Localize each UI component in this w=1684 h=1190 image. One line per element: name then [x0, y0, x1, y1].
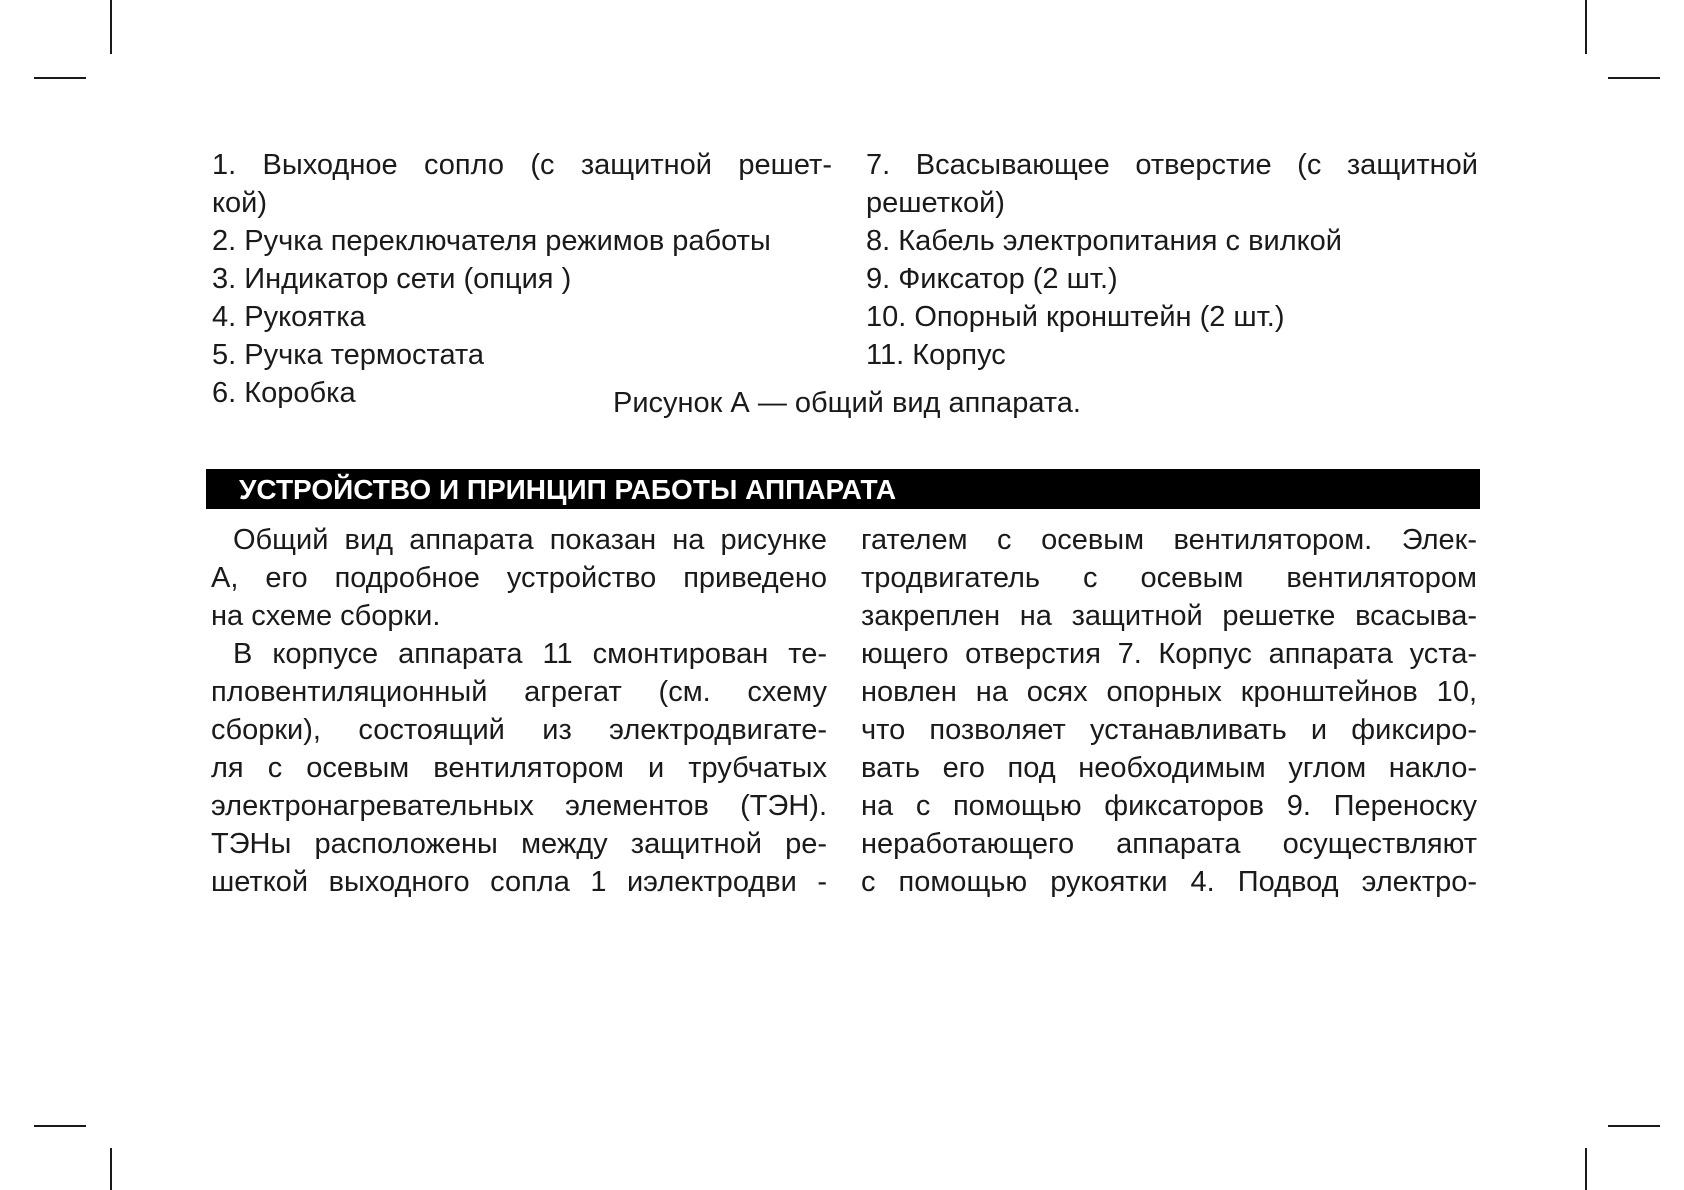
legend-line: 2. Ручка переключателя режимов работы [212, 225, 771, 257]
body-line: электронагревательных элементов (ТЭН). [211, 790, 827, 822]
crop-mark [1608, 1125, 1660, 1127]
section-title: УСТРОЙСТВО И ПРИНЦИП РАБОТЫ АППАРАТА [239, 474, 897, 505]
legend-item-8 [866, 222, 1478, 260]
crop-mark [1585, 1148, 1587, 1190]
body-line: В корпусе аппарата 11 смонтирован те- [233, 638, 827, 670]
legend-line: 1. Выходное сопло (с защитной решет- [212, 149, 832, 181]
legend-line: решеткой) [866, 187, 1005, 219]
body-line: закреплен на защитной решетке всасыва- [861, 600, 1477, 632]
crop-mark [110, 1148, 112, 1190]
body-line: с помощью рукоятки 4. Подвод электро- [861, 866, 1477, 898]
body-line: ТЭНы расположены между защитной ре- [211, 828, 827, 860]
legend-item-9 [866, 260, 1478, 298]
legend-item-11 [866, 336, 1478, 374]
section-header [206, 469, 1480, 509]
legend-line: 3. Индикатор сети (опция ) [212, 263, 572, 295]
body-line: на схеме сборки. [211, 600, 441, 632]
body-line: гателем с осевым вентилятором. Элек- [861, 524, 1477, 556]
body-line: на с помощью фиксаторов 9. Переноску [861, 790, 1477, 822]
body-line: шеткой выходного сопла 1 иэлектродви - [211, 866, 827, 898]
legend-item-7 [866, 146, 1478, 222]
body-line: ля с осевым вентилятором и трубчатых [211, 752, 827, 784]
legend-item-1 [212, 146, 832, 222]
body-line: сборки), состоящий из электродвигате- [211, 714, 827, 746]
body-line: что позволяет устанавливать и фиксиро- [861, 714, 1477, 746]
crop-mark [34, 77, 86, 79]
body-line: пловентиляционный агрегат (см. схему [211, 676, 827, 708]
body-line: тродвигатель с осевым вентилятором [861, 562, 1477, 594]
crop-mark [1585, 0, 1587, 54]
legend-line: 10. Опорный кронштейн (2 шт.) [866, 301, 1285, 333]
body-line: А, его подробное устройство приведено [211, 562, 827, 594]
figure-caption: Рисунок А — общий вид аппарата. [613, 387, 1081, 419]
body-line: Общий вид аппарата показан на рисунке [233, 524, 827, 556]
body-line: новлен на осях опорных кронштейнов 10, [861, 676, 1477, 708]
body-line: вать его под необходимым углом накло- [861, 752, 1477, 784]
legend-item-2 [212, 222, 832, 260]
body-column-left [211, 521, 827, 901]
body-line: ющего отверстия 7. Корпус аппарата уста- [861, 638, 1477, 670]
legend-item-10 [866, 298, 1478, 336]
legend-item-3 [212, 260, 832, 298]
crop-mark [1608, 77, 1660, 79]
legend-line: 5. Ручка термостата [212, 339, 485, 371]
legend-item-4 [212, 298, 832, 336]
legend-line: 4. Рукоятка [212, 301, 366, 333]
legend-line: 11. Корпус [866, 339, 1006, 371]
legend-line: 8. Кабель электропитания с вилкой [866, 225, 1342, 257]
body-line: неработающего аппарата осуществляют [861, 828, 1477, 860]
crop-mark [34, 1125, 86, 1127]
body-column-right [861, 521, 1477, 901]
legend-line: кой) [212, 187, 267, 219]
legend-line: 9. Фиксатор (2 шт.) [866, 263, 1118, 295]
legend-item-5 [212, 336, 832, 374]
parts-legend-right [866, 146, 1478, 374]
crop-mark [110, 0, 112, 54]
legend-line: 6. Коробка [212, 377, 356, 409]
parts-legend-left [212, 146, 832, 412]
legend-line: 7. Всасывающее отверстие (с защитной [866, 149, 1478, 181]
